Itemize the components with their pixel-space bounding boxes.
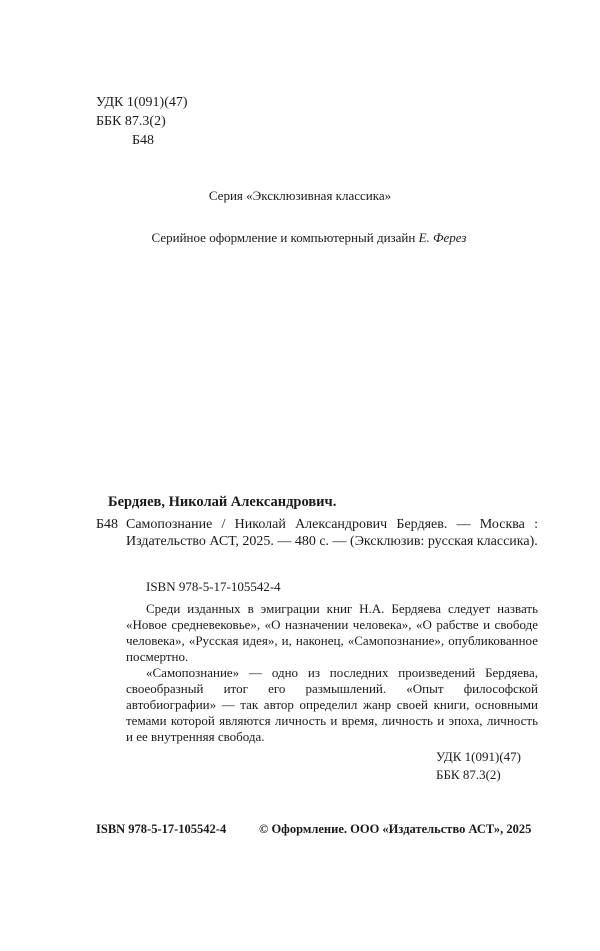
- designer-name: Е. Ферез: [418, 230, 467, 245]
- bbk-code-top: ББК 87.3(2): [96, 114, 166, 129]
- author-mark-top: Б48: [132, 133, 155, 148]
- series-name: Серия «Эксклюзивная классика»: [208, 188, 392, 203]
- bibliographic-isbn: ISBN 978-5-17-105542-4: [146, 579, 281, 594]
- bibliographic-author-mark: Б48: [96, 517, 119, 532]
- annotation-paragraph: «Самопознание» — одно из последних произведений Бердяева, своеобразный итог его размышлений. «Опыт философской автобиографии» — так автор определил жанр своей книги, основными темами которой являются личность и время, личность и эпоха, личность и ее внутренняя свобода.: [126, 665, 538, 744]
- udk-code-bottom: УДК 1(091)(47): [436, 749, 521, 764]
- footer-isbn: ISBN 978-5-17-105542-4: [96, 822, 227, 836]
- annotation-paragraph: Среди изданных в эмиграции книг Н.А. Бердяева следует назвать «Новое средневековье», «О назначении человека», «О рабстве и свободе человека», «Русская идея», и, наконец, «Самопознание», опубликованное посмертно.: [126, 601, 538, 664]
- bibliographic-author: Бердяев, Николай Александрович.: [108, 494, 337, 510]
- design-credit-label: Серийное оформление и компьютерный дизайн: [151, 230, 419, 245]
- bbk-code-bottom: ББК 87.3(2): [436, 767, 501, 782]
- design-credit: [0, 230, 600, 246]
- footer-copyright: © Оформление. ООО «Издательство АСТ», 2025: [259, 822, 532, 836]
- annotation: [126, 601, 538, 745]
- udk-code-top: УДК 1(091)(47): [96, 95, 188, 110]
- bibliographic-description: Самопознание / Николай Александрович Бердяев. — Москва : Издательство АСТ, 2025. — 480 с. — (Эксклюзив: русская классика).: [126, 517, 538, 549]
